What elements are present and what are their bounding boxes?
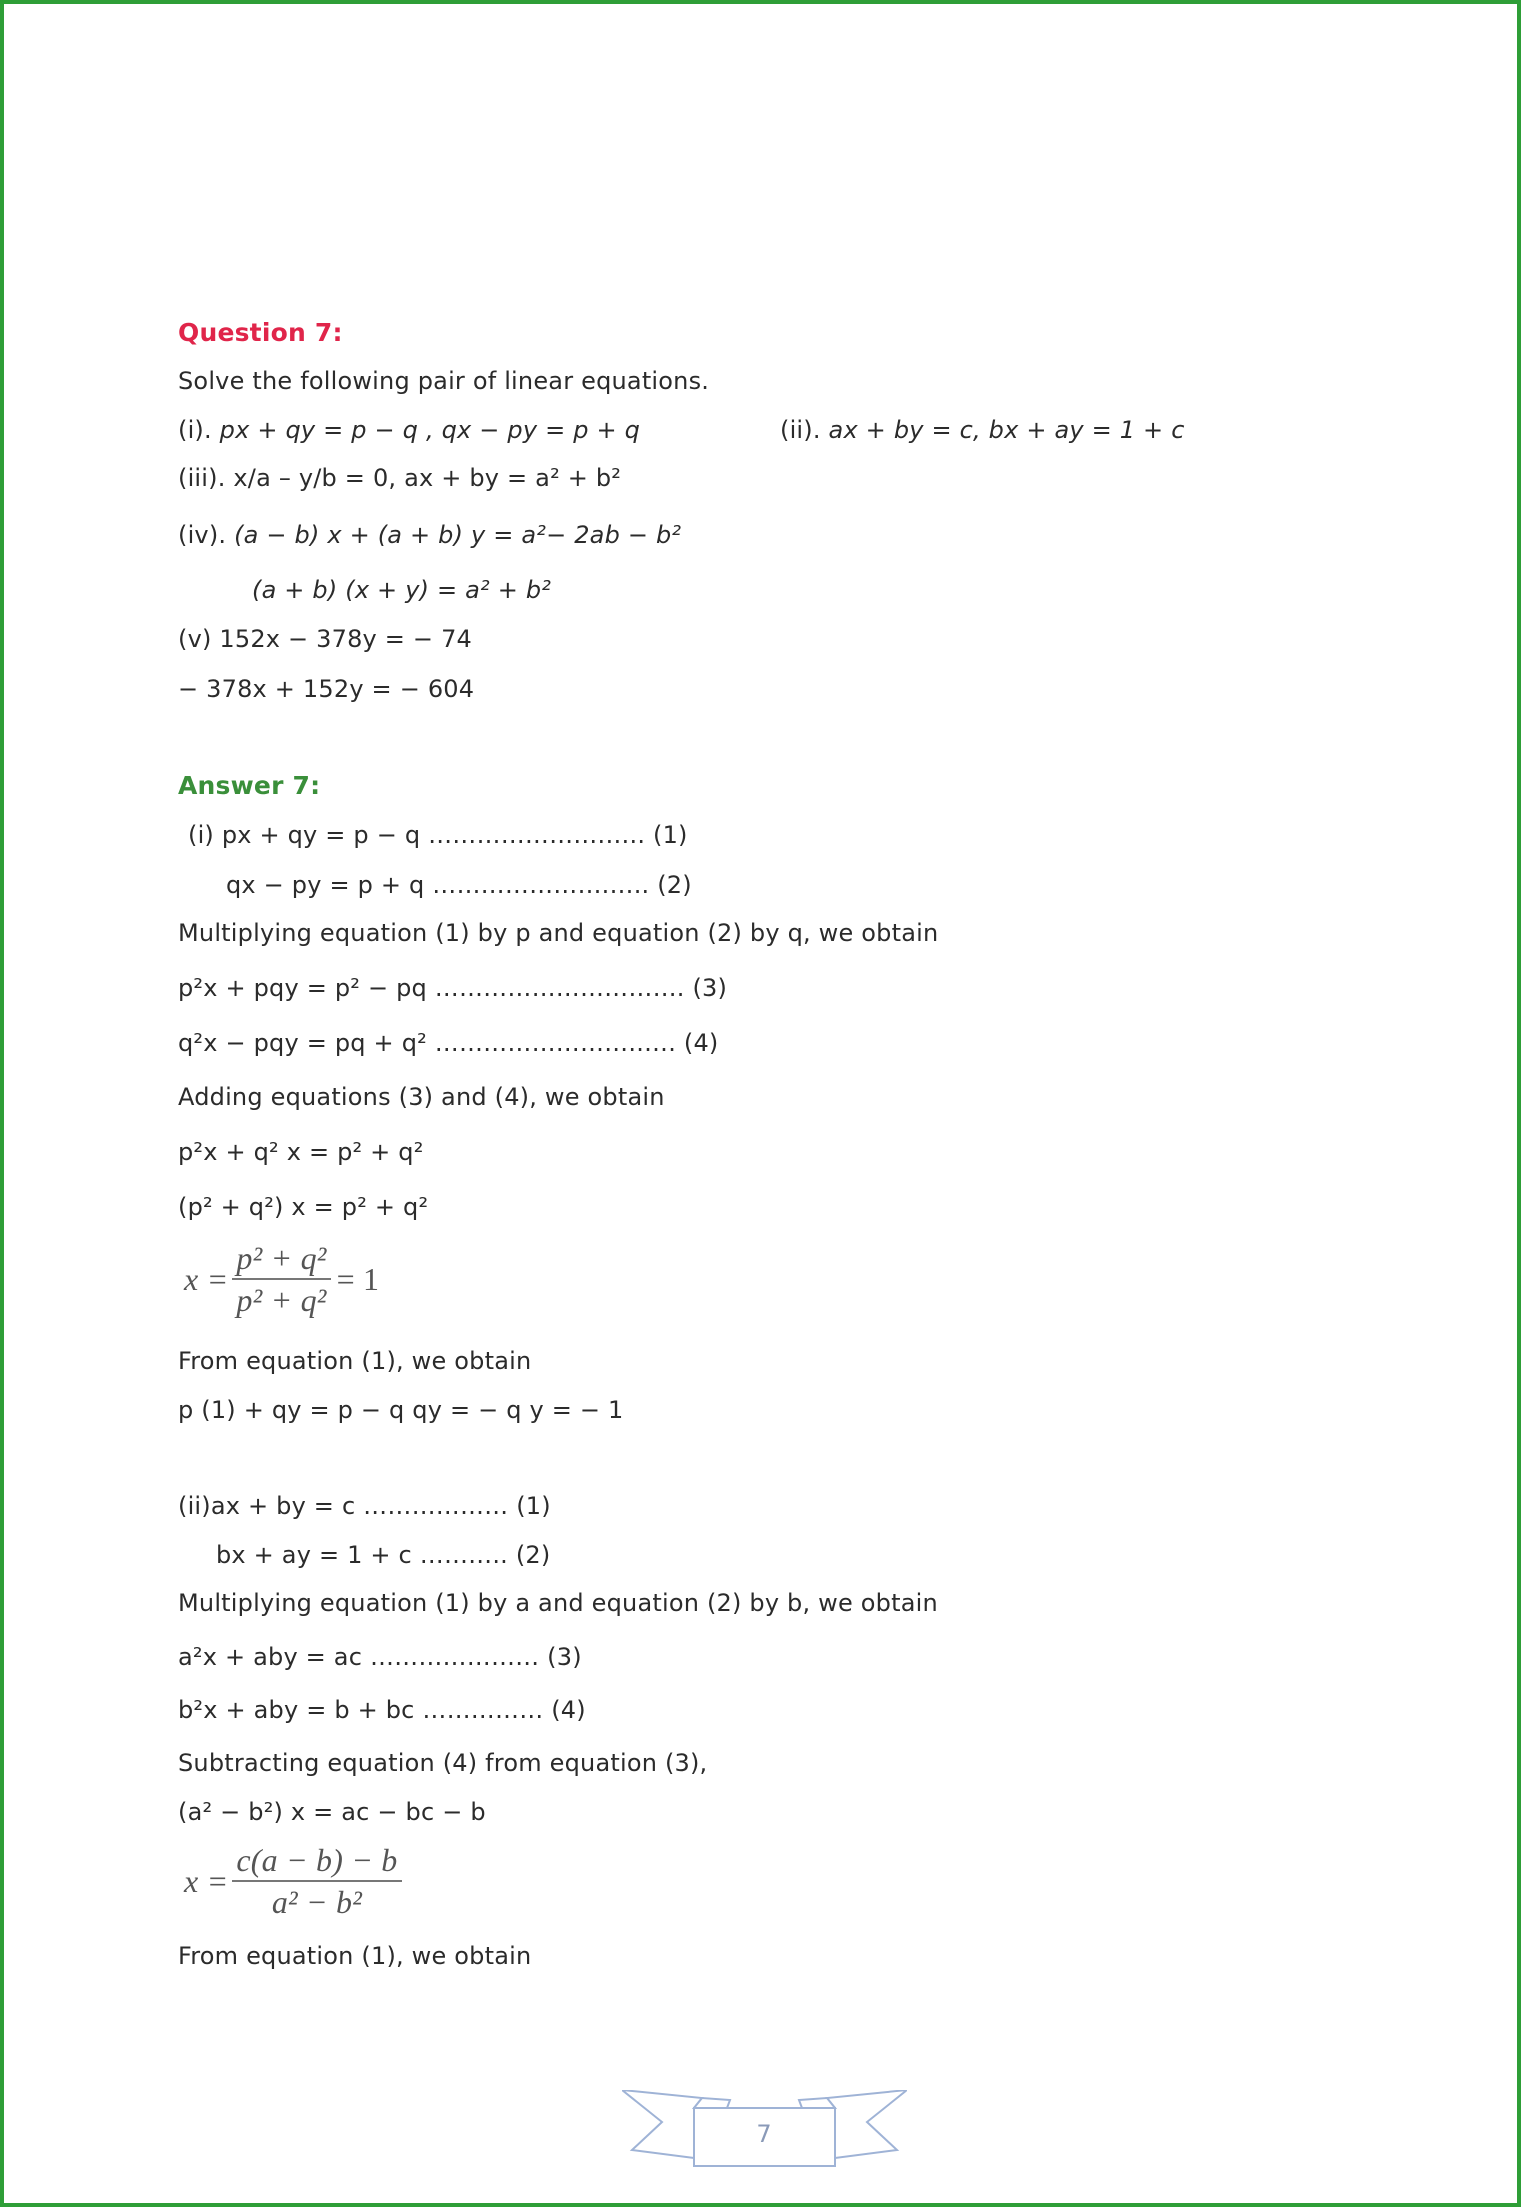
question-part-iii — [178, 463, 621, 493]
answer-i-eq6: (p² + q²) x = p² + q² — [178, 1193, 429, 1221]
answer-ii-eq1: (ii)ax + by = c ……………… (1) — [178, 1492, 551, 1520]
answer-i-step2: Adding equations (3) and (4), we obtain — [178, 1083, 665, 1111]
part-iv-label: (iv). — [178, 521, 227, 549]
part-ii-label: (ii). — [780, 416, 821, 444]
part-i-equation: px + qy = p − q , qx − py = p + q — [219, 416, 641, 444]
answer-ii-eq3: a²x + aby = ac ………………… (3) — [178, 1643, 582, 1671]
answer-i-eq4: q²x − pqy = pq + q² ……………………..…. (4) — [178, 1029, 719, 1057]
answer-heading: Answer 7: — [178, 771, 321, 800]
question-part-v — [178, 624, 472, 654]
answer-ii-step3: From equation (1), we obtain — [178, 1942, 532, 1970]
part-v-label: (v) — [178, 625, 212, 653]
answer-ii-eq2: bx + ay = 1 + c ……….. (2) — [216, 1541, 551, 1569]
part-iv-equation-2: (a + b) (x + y) = a² + b² — [252, 576, 552, 604]
question-part-i — [178, 415, 640, 445]
question-part-ii — [780, 415, 1185, 445]
fraction-denominator: a² − b² — [271, 1884, 363, 1920]
question-part-iv-eq2 — [252, 575, 551, 605]
answer-i-step1: Multiplying equation (1) by p and equation (2) by q, we obtain — [178, 919, 939, 947]
answer-ii-eq5: (a² − b²) x = ac − bc − b — [178, 1798, 486, 1826]
fraction — [232, 1842, 401, 1920]
part-iv-equation-1: (a − b) x + (a + b) y = a²− 2ab − b² — [234, 521, 682, 549]
fraction-lhs: x = — [184, 1260, 229, 1297]
question-intro: Solve the following pair of linear equations. — [178, 367, 710, 395]
answer-ii-step1: Multiplying equation (1) by a and equation (2) by b, we obtain — [178, 1589, 938, 1617]
fraction-numerator: c(a − b) − b — [232, 1842, 401, 1882]
fraction-numerator: p² + q² — [232, 1240, 330, 1280]
answer-i-step3: From equation (1), we obtain — [178, 1347, 532, 1375]
answer-ii-step2: Subtracting equation (4) from equation (3), — [178, 1749, 708, 1777]
answer-i-eq1: (i) px + qy = p − q ………………….….. (1) — [188, 821, 688, 849]
answer-ii-eq4: b²x + aby = b + bc …………… (4) — [178, 1696, 586, 1724]
answer-i-eq2: qx − py = p + q ………………….….. (2) — [226, 871, 692, 899]
part-iii-label: (iii). — [178, 464, 226, 492]
fraction — [232, 1240, 330, 1318]
part-i-label: (i). — [178, 416, 212, 444]
part-v-equation-1: 152x − 378y = − 74 — [219, 625, 473, 653]
answer-i-eq3: p²x + pqy = p² − pq …………………………. (3) — [178, 974, 728, 1002]
part-ii-equation: ax + by = c, bx + ay = 1 + c — [828, 416, 1185, 444]
question-heading: Question 7: — [178, 318, 343, 347]
question-part-iv — [178, 520, 681, 550]
answer-i-eq7: p (1) + qy = p − q qy = − q y = − 1 — [178, 1396, 624, 1424]
answer-i-eq5: p²x + q² x = p² + q² — [178, 1138, 424, 1166]
part-iii-equation: x/a – y/b = 0, ax + by = a² + b² — [233, 464, 622, 492]
answer-i-fraction — [184, 1240, 381, 1318]
question-part-v-eq2: − 378x + 152y = − 604 — [178, 675, 475, 703]
page-number: 7 — [756, 2120, 772, 2148]
fraction-denominator: p² + q² — [236, 1282, 327, 1318]
answer-ii-fraction — [184, 1842, 406, 1920]
fraction-lhs: x = — [184, 1862, 229, 1899]
fraction-rhs: = 1 — [336, 1260, 380, 1297]
